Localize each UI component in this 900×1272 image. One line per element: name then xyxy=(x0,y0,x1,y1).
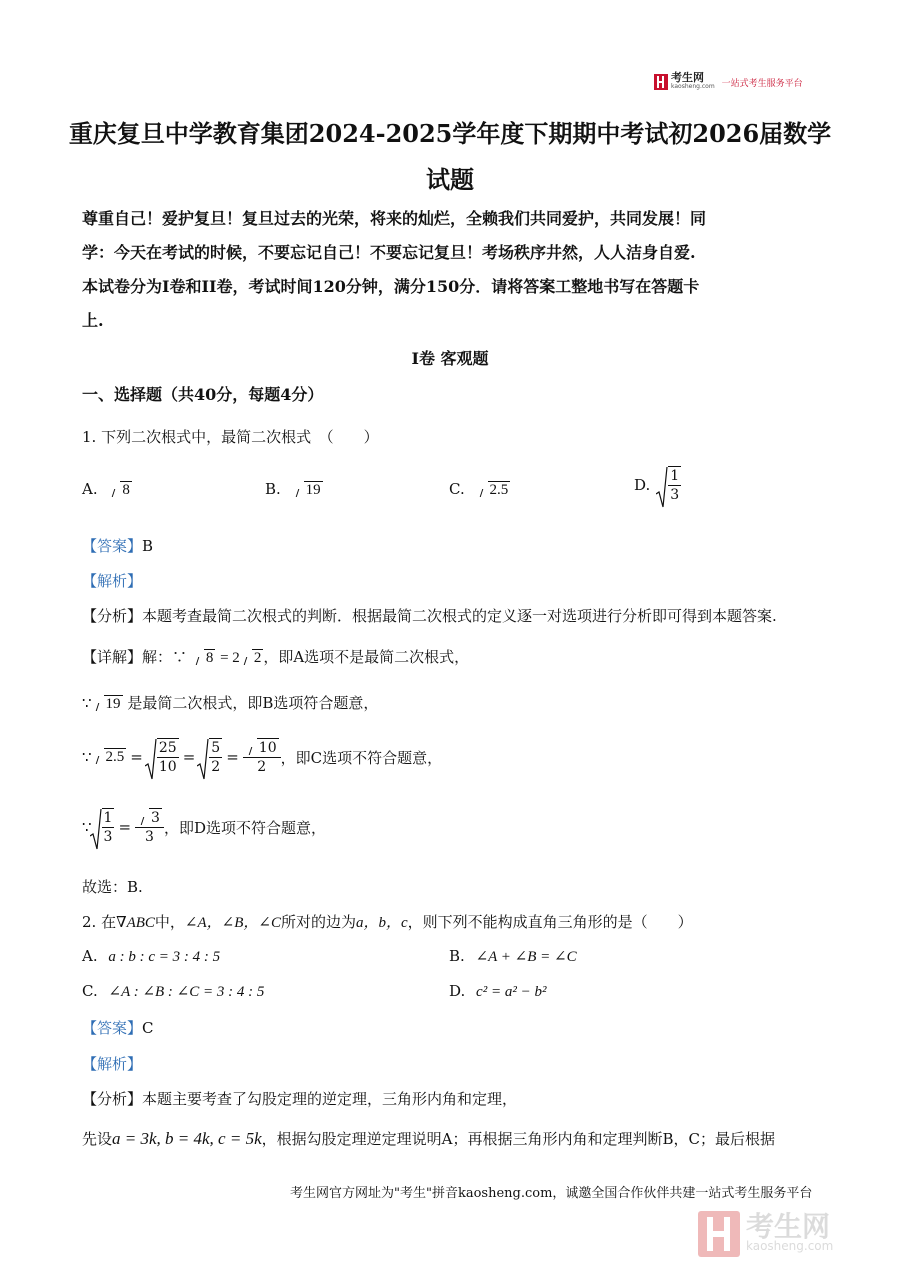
option-label: C. xyxy=(82,982,98,1000)
detail-tag: 【详解】 xyxy=(82,648,143,666)
option-label: A. xyxy=(82,480,98,498)
sqrt-expression xyxy=(92,748,127,766)
option-math: ∠A : ∠B : ∠C = 3 : 4 : 5 xyxy=(108,984,265,1000)
watermark xyxy=(698,1210,874,1258)
radicand: 8 xyxy=(205,650,214,666)
answer-value: C xyxy=(142,1019,154,1037)
option-math: a : b : c = 3 : 4 : 5 xyxy=(108,949,221,965)
option-label: B. xyxy=(449,947,465,965)
fraction-denominator: 10 xyxy=(158,759,177,775)
q1-option-c xyxy=(449,480,510,499)
detail-text: ，即A选项不是最简二次根式， xyxy=(263,648,470,666)
option-label: C. xyxy=(449,480,465,498)
fraction-denominator: 3 xyxy=(103,829,113,845)
page-footer: 考生网官方网址为"考生"拼音kaosheng.com，诚邀全国合作伙伴共建一站式考生服务平台 xyxy=(290,1186,813,1201)
q1-conclusion: 故选：B. xyxy=(82,878,143,896)
angle-list: ∠A，∠B，∠C xyxy=(184,915,281,931)
option-math: c² = a² − b² xyxy=(476,984,547,1000)
q1-option-d xyxy=(634,466,681,504)
option-math: ∠A + ∠B = ∠C xyxy=(475,949,577,965)
section-title: I卷 客观题 xyxy=(411,349,489,368)
stem-text: ，根据勾股定理逆定理说明A；再根据三角形内角和定理判断B，C；最后根据 xyxy=(261,1130,775,1148)
header-logo xyxy=(654,73,803,91)
fraction-denominator: 3 xyxy=(670,487,680,503)
fraction-denominator: 2 xyxy=(211,759,221,775)
page-title-line2: 试题 xyxy=(426,165,474,194)
q2-fenxi xyxy=(82,1088,517,1109)
logo-name: 考生网 xyxy=(671,71,704,84)
fraction-numerator: 5 xyxy=(211,740,221,756)
answer-tag: 【答案】 xyxy=(82,537,143,555)
stem-text: ，则下列不能构成直角三角形的是（ ） xyxy=(407,913,693,931)
triangle-symbol: ∇ABC xyxy=(116,915,155,931)
fraction-numerator: 1 xyxy=(103,810,113,826)
intro-line-3: 本试卷分为I卷和II卷，考试时间120分钟，满分150分．请将答案工整地书写在答题卡 xyxy=(82,277,700,296)
fraction-numerator: 3 xyxy=(151,810,160,826)
intro-line-4: 上. xyxy=(82,311,104,330)
because-symbol: ∵ xyxy=(82,694,92,712)
equation-part: a = 3k, b = 4k, c = 5k xyxy=(112,1129,262,1148)
fenxi-tag: 【分析】 xyxy=(82,1090,143,1108)
option-label: D. xyxy=(449,982,466,1000)
q2-stem xyxy=(82,911,693,932)
radicand: 19 xyxy=(105,696,121,712)
fraction-numerator: 10 xyxy=(258,740,277,756)
watermark-name: 考生网 xyxy=(746,1210,831,1243)
fenxi-tag: 【分析】 xyxy=(82,607,143,625)
fraction-numerator: 25 xyxy=(158,740,177,756)
sqrt-expression xyxy=(108,481,132,499)
detail-text: 是最简二次根式，即B选项符合题意， xyxy=(127,694,379,712)
q1-answer xyxy=(82,535,153,556)
q2-option-a xyxy=(82,947,220,966)
sqrt-fraction xyxy=(199,738,222,776)
intro-line-2: 学：今天在考试的时候，不要忘记自己！不要忘记复旦！考场秩序井然，人人洁身自爱. xyxy=(82,243,696,262)
radicand: 2.5 xyxy=(105,749,125,765)
q2-option-c xyxy=(82,982,264,1001)
fraction xyxy=(135,808,164,846)
radicand: 2.5 xyxy=(489,482,509,498)
q2-option-d xyxy=(449,982,546,1001)
sqrt-expression xyxy=(240,649,264,667)
q2-answer xyxy=(82,1017,154,1038)
sqrt-expression xyxy=(292,481,323,499)
radicand: 2 xyxy=(253,650,262,666)
sqrt-expression xyxy=(476,481,511,499)
logo-mark-icon xyxy=(654,74,668,90)
fraction-numerator: 1 xyxy=(670,468,680,484)
watermark-logo-icon xyxy=(698,1211,740,1257)
q2-option-b xyxy=(449,947,577,966)
sqrt-fraction xyxy=(147,738,179,776)
q1-analysis-tag: 【解析】 xyxy=(82,572,143,590)
fenxi-text: 本题考查最简二次根式的判断．根据最简二次根式的定义逐一对选项进行分析即可得到本题答案. xyxy=(142,607,777,625)
detail-text: ，即D选项不符合题意， xyxy=(163,818,326,837)
stem-text: 所对的边为 xyxy=(280,913,356,931)
answer-value: B xyxy=(142,537,154,555)
stem-text: 先设 xyxy=(82,1130,113,1148)
q1-detail-a xyxy=(82,646,469,667)
answer-tag: 【答案】 xyxy=(82,1019,143,1037)
logo-slogan: 一站式考生服务平台 xyxy=(721,78,803,89)
equation-part: = 2 xyxy=(220,650,240,666)
option-label: A. xyxy=(82,947,98,965)
page-title: 重庆复旦中学教育集团2024-2025学年度下期期中考试初2026届数学 xyxy=(68,119,832,148)
fenxi-text: 本题主要考查了勾股定理的逆定理，三角形内角和定理， xyxy=(142,1090,518,1108)
q1-option-b xyxy=(265,480,323,499)
sqrt-fraction xyxy=(658,466,681,504)
radicand: 19 xyxy=(305,482,321,498)
sqrt-expression xyxy=(192,649,216,667)
because-symbol: ∵ xyxy=(82,748,92,766)
because-symbol: ∵ xyxy=(82,818,92,836)
sqrt-expression xyxy=(92,695,123,713)
radicand: 8 xyxy=(122,482,130,498)
sqrt-fraction xyxy=(92,808,115,846)
q1-detail-d: ∵ $\frac{1}{3}$ = $\frac{3}{3}$ ，即D选项不符合题意， xyxy=(82,808,326,846)
q1-detail-c: ∵ 2.5 = $\frac{25}{10}$ = $\frac{5}{2}$ = $\frac{10}{2}$ ，即C选项不符合题意， xyxy=(82,738,442,776)
logo-domain: kaosheng.com xyxy=(671,83,715,90)
detail-prefix: 解：∵ xyxy=(142,648,188,666)
stem-text: 2. 在 xyxy=(82,913,117,931)
fraction-denominator: 3 xyxy=(145,829,154,845)
q1-option-a xyxy=(82,480,132,499)
side-list: a，b，c xyxy=(355,915,408,931)
q2-analysis-tag: 【解析】 xyxy=(82,1055,143,1073)
intro-line-1: 尊重自己！爱护复旦！复旦过去的光荣，将来的灿烂，全赖我们共同爱护，共同发展！同 xyxy=(82,209,707,228)
stem-text: 中， xyxy=(154,913,185,931)
q1-stem: 1. 下列二次根式中，最简二次根式 （ ） xyxy=(82,428,379,446)
watermark-domain: kaosheng.com xyxy=(746,1239,834,1253)
fraction-denominator: 2 xyxy=(257,759,267,775)
q1-fenxi xyxy=(82,605,777,626)
detail-text: ，即C选项不符合题意， xyxy=(280,748,443,767)
part-title: 一、选择题（共40分，每题4分） xyxy=(82,385,324,404)
option-label: D. xyxy=(634,476,651,494)
q1-detail-b xyxy=(82,692,378,713)
option-label: B. xyxy=(265,480,281,498)
fraction xyxy=(243,738,281,776)
q2-fenxi-continued xyxy=(82,1128,775,1149)
